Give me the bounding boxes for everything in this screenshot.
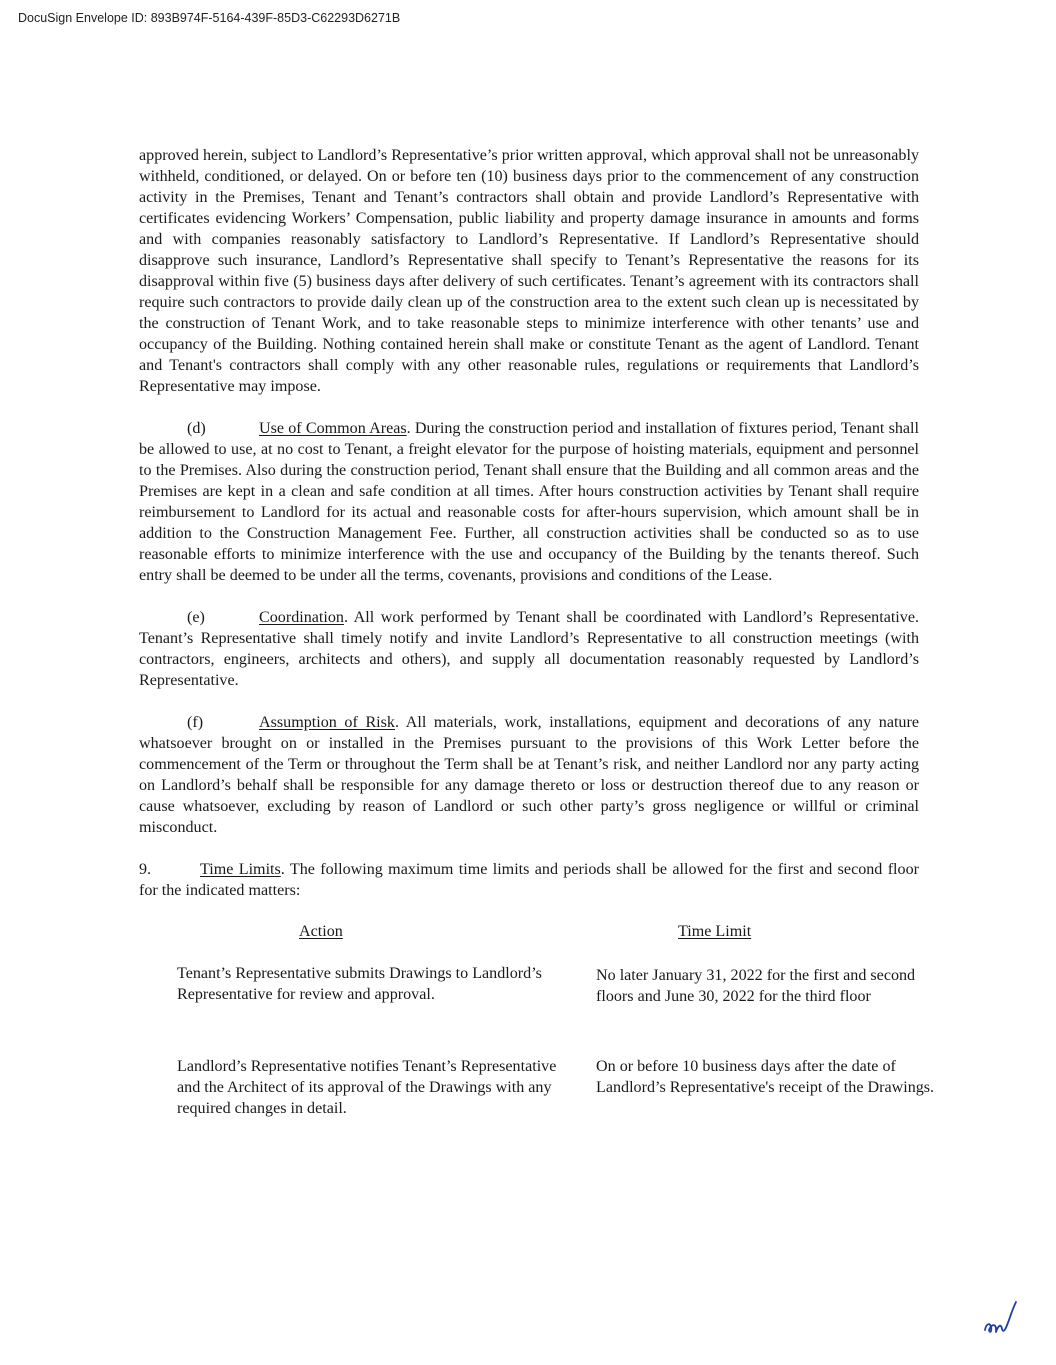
paragraph-d-heading: Use of Common Areas xyxy=(259,420,407,437)
paragraph-f-heading: Assumption of Risk xyxy=(259,714,395,731)
time-limits-table-header xyxy=(139,921,919,963)
paragraph-e-coordination xyxy=(139,607,919,691)
paragraph-f-text: . All materials, work, installations, equipment and decorations of any nature whatsoever brought on or installed in the Premises pursuant to the provisions of this Work Letter before the commencement of the Term or throughout the Term shall be at Tenant’s risk, and neither Landlord nor any party acting on Landlord’s behalf shall be responsible for any damage thereto or loss or destruction thereof due to any reason or cause whatsoever, excluding by reason of Landlord or such other party’s gross negligence or willful or criminal misconduct. xyxy=(139,714,919,836)
document-body xyxy=(139,145,935,1117)
table-cell-time-limit: On or before 10 business days after the date of Landlord’s Representative's receipt of the Drawings. xyxy=(596,1058,935,1096)
column-header-time-limit: Time Limit xyxy=(678,923,752,940)
section-9-heading: Time Limits xyxy=(200,861,281,878)
paragraph-continuation: approved herein, subject to Landlord’s Representative’s prior written approval, which approval shall not be unreasonably withheld, conditioned, or delayed. On or before ten (10) business days prior to the commencement of any construction activity in the Premises, Tenant and Tenant’s contractors shall obtain and provide Landlord’s Representative with certificates evidencing Workers’ Compensation, public liability and property damage insurance in amounts and forms and with companies reasonably satisfactory to Landlord’s Representative. If Landlord’s Representative should disapprove such insurance, Landlord’s Representative shall specify to Tenant’s Representative the reasons for its disapproval within five (5) business days after delivery of such certificates. Tenant’s agreement with its contractors shall require such contractors to provide daily clean up of the construction area to the extent such clean up is necessitated by the construction of Tenant Work, and to take reasonable steps to minimize interference with other tenants’ use and occupancy of the Building. Nothing contained herein shall make or constitute Tenant as the agent of Landlord. Tenant and Tenant's contractors shall comply with any other reasonable rules, regulations or requirements that Landlord’s Representative may impose. xyxy=(139,147,919,395)
table-cell-action: Landlord’s Representative notifies Tenant’s Representative and the Architect of its approval of the Drawings with any required changes in detail. xyxy=(177,1058,557,1117)
paragraph-f-assumption-of-risk xyxy=(139,712,919,838)
paragraph-e-text: . All work performed by Tenant shall be coordinated with Landlord’s Representative. Tenant’s Representative shall timely notify and invite Landlord’s Representative to all construction meetings (with contractors, engineers, architects and others), and supply all documentation reasonably requested by Landlord’s Representative. xyxy=(139,609,919,689)
paragraph-d-text: . During the construction period and installation of fixtures period, Tenant shall be allowed to use, at no cost to Tenant, a freight elevator for the purpose of hoisting materials, equipment and personnel to the Premises. Also during the construction period, Tenant shall ensure that the Building and all common areas and the Premises are kept in a clean and safe condition at all times. After hours construction activities by Tenant shall require reimbursement to Landlord for its actual and reasonable costs for after-hours supervision, which amount shall be in addition to the Construction Management Fee. Further, all construction activities shall be conducted so as to use reasonable efforts to minimize interference with the use and occupancy of the Building by the tenants thereof. Such entry shall be deemed to be under all the terms, covenants, provisions and conditions of the Lease. xyxy=(139,420,919,584)
paragraph-e-label: (e) xyxy=(187,609,205,626)
table-row xyxy=(139,963,919,1056)
docusign-envelope-id: DocuSign Envelope ID: 893B974F-5164-439F-85D3-C62293D6271B xyxy=(18,11,401,25)
table-cell-action: Tenant’s Representative submits Drawings to Landlord’s Representative for review and approval. xyxy=(177,965,542,1003)
paragraph-e-heading: Coordination xyxy=(259,609,344,626)
paragraph-f-label: (f) xyxy=(187,714,204,731)
section-9-time-limits xyxy=(139,859,919,901)
table-cell-time-limit: No later January 31, 2022 for the first and second floors and June 30, 2022 for the third floor xyxy=(596,967,916,1005)
section-9-text: . The following maximum time limits and periods shall be allowed for the first and second floor for the indicated matters: xyxy=(139,861,919,899)
section-9-label: 9. xyxy=(139,861,152,878)
paragraph-d-use-of-common-areas xyxy=(139,418,919,586)
column-header-action: Action xyxy=(299,923,343,940)
handwritten-initials xyxy=(982,1298,1024,1338)
paragraph-d-label: (d) xyxy=(187,420,206,437)
